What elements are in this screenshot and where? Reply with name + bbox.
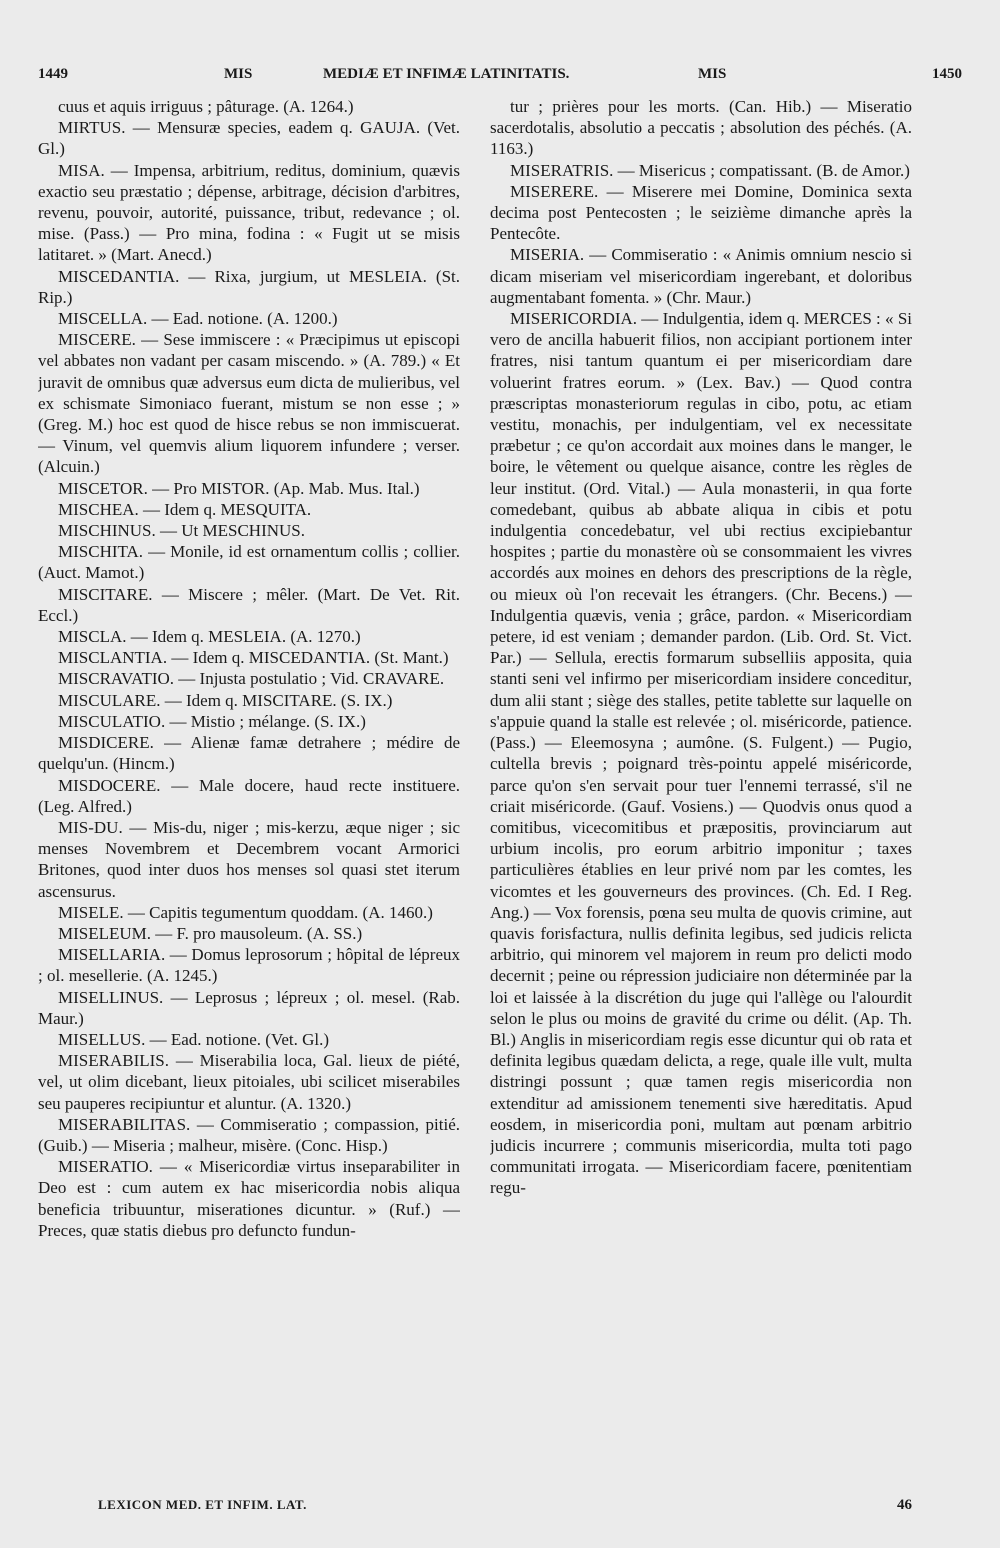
dictionary-entry: MISELEUM. — F. pro mausoleum. (A. SS.) bbox=[58, 923, 363, 943]
dictionary-entry: MISERABILITAS. — Commiseratio ; compassion, pitié. (Guib.) — Miseria ; malheur, misère. (Conc. Hisp.) bbox=[38, 1114, 460, 1155]
dictionary-entry: MISCELLA. — Ead. notione. (A. 1200.) bbox=[58, 309, 338, 329]
dictionary-entry: MISA. — Impensa, arbitrium, reditus, dominium, quævis exactio seu præstatio ; dépense, arbitrage, décision d'arbitres, revenu, pouvoir, autorité, puissance, tribut, redevance ; ol. mise. (Pass.) — Pro mina, fodina : « Fugit ut se misis latitaret. » (Mart. Anecd.) bbox=[38, 160, 460, 265]
right-page-number: 1450 bbox=[932, 66, 962, 82]
dictionary-entry: MISCETOR. — Pro MISTOR. (Ap. Mab. Mus. Ital.) bbox=[58, 478, 420, 498]
dictionary-entry: MISDICERE. — Alienæ famæ detrahere ; médire de quelqu'un. (Hincm.) bbox=[38, 733, 460, 774]
dictionary-entry: MISCEDANTIA. — Rixa, jurgium, ut MESLEIA. (St. Rip.) bbox=[38, 266, 460, 307]
dictionary-entry: MISCRAVATIO. — Injusta postulatio ; Vid. CRAVARE. bbox=[58, 669, 445, 689]
dictionary-entry: MISCHITA. — Monile, id est ornamentum collis ; collier. (Auct. Mamot.) bbox=[38, 542, 460, 583]
right-column bbox=[490, 96, 912, 1491]
running-title: MEDIÆ ET INFIMÆ LATINITATIS. bbox=[323, 66, 570, 82]
right-guide-word: MIS bbox=[698, 66, 727, 82]
dictionary-entry: MISERATIO. — « Misericordiæ virtus inseparabiliter in Deo est : cum autem ex hac misericordia nobis aliqua beneficia tribuuntur, miserationes dicuntur. » (Ruf.) — Preces, quæ statis diebus pro defuncto fundun- bbox=[38, 1157, 460, 1240]
dictionary-entry: MISCERE. — Sese immiscere : « Præcipimus ut episcopi vel abbates non vadant per casam miscendo. » (A. 789.) « Et juravit de omnibus quæ adversus eum dicta de mulieribus, vel ex schismate Simoniaco fuerant, mistum se non esse ; » (Greg. M.) hoc est quod de hisce rebus se non immiscuerat. — Vinum, vel quemvis alium liquorem infundere ; verser. (Alcuin.) bbox=[38, 330, 460, 477]
dictionary-entry: MISELLUS. — Ead. notione. (Vet. Gl.) bbox=[58, 1029, 330, 1049]
dictionary-entry: MISELLINUS. — Leprosus ; lépreux ; ol. mesel. (Rab. Maur.) bbox=[38, 987, 460, 1028]
page-footer bbox=[38, 1497, 962, 1521]
dictionary-entry: tur ; prières pour les morts. (Can. Hib.) — Miseratio sacerdotalis, absolutio a peccatis ; absolution des péchés. (A. 1163.) bbox=[490, 97, 912, 159]
dictionary-entry: MISELLARIA. — Domus leprosorum ; hôpital de lépreux ; ol. mesellerie. (A. 1245.) bbox=[38, 945, 460, 986]
dictionary-entry: MISERERE. — Miserere mei Domine, Dominica sexta decima post Pentecosten ; le seizième dimanche après la Pentecôte. bbox=[490, 181, 912, 244]
dictionary-entry: MISCLA. — Idem q. MESLEIA. (A. 1270.) bbox=[58, 627, 361, 647]
dictionary-entry: MISCULARE. — Idem q. MISCITARE. (S. IX.) bbox=[58, 690, 393, 710]
dictionary-entry: cuus et aquis irriguus ; pâturage. (A. 1264.) bbox=[58, 97, 354, 116]
left-guide-word: MIS bbox=[224, 66, 253, 82]
dictionary-entry: MISERATRIS. — Misericus ; compatissant. (B. de Amor.) bbox=[510, 160, 910, 180]
dictionary-entry: MISELE. — Capitis tegumentum quoddam. (A. 1460.) bbox=[58, 902, 433, 922]
dictionary-entry: MIRTUS. — Mensuræ species, eadem q. GAUJA. (Vet. Gl.) bbox=[38, 118, 460, 159]
dictionary-entry: MISERABILIS. — Miserabilia loca, Gal. lieux de piété, vel, ut olim dicebant, lieux pitoiales, ubi scilicet miserabiles seu pauperes recipiuntur et aluntur. (A. 1320.) bbox=[38, 1051, 460, 1113]
running-header bbox=[38, 66, 962, 90]
left-page-number: 1449 bbox=[38, 66, 68, 82]
dictionary-entry: MISCLANTIA. — Idem q. MISCEDANTIA. (St. Mant.) bbox=[58, 648, 449, 668]
dictionary-entry: MISCHEA. — Idem q. MESQUITA. bbox=[58, 499, 312, 519]
left-column bbox=[38, 96, 460, 1491]
dictionary-entry: MIS-DU. — Mis-du, niger ; mis-kerzu, æque niger ; sic menses Novembrem et Decembrem vocant Armorici Britones, quod inter duos hos menses sol quasi stet iterum ascensurus. bbox=[38, 817, 460, 901]
dictionary-entry: MISDOCERE. — Male docere, haud recte instituere. (Leg. Alfred.) bbox=[38, 775, 460, 816]
dictionary-entry: MISCULATIO. — Mistio ; mélange. (S. IX.) bbox=[58, 711, 366, 731]
dictionary-entry: MISERIA. — Commiseratio : « Animis omnium nescio si dicam miseriam vel misericordiam ingerebant, et doloribus augmentabant fomenta. » (Chr. Maur.) bbox=[490, 245, 912, 307]
dictionary-entry: MISCITARE. — Miscere ; mêler. (Mart. De Vet. Rit. Eccl.) bbox=[38, 584, 460, 625]
footer-sheet-number: 46 bbox=[897, 1497, 912, 1513]
dictionary-entry: MISCHINUS. — Ut MESCHINUS. bbox=[58, 521, 306, 541]
footer-signature: LEXICON MED. ET INFIM. LAT. bbox=[98, 1497, 307, 1512]
dictionary-entry: MISERICORDIA. — Indulgentia, idem q. MERCES : « Si vero de ancilla habuerit filios, non accipiant portionem inter fratres, nisi tantum quantum ei per misericordiam dare voluerint fratres eorum. » (Lex. Bav.) — Quod contra præscriptas monasteriorum regulas in cibo, potu, ac etiam vestitu, monachis, per indulgentiam, vel ex necessitate præbetur ; ce qu'on accordait aux moines dans le manger, le boire, le vêtement ou quelque aisance, contre les règles de leur institut. (Ord. Vital.) — Aula monasterii, in qua forte comedebant, quibus ab abbate aliqua in cibis et potu indulgentia concedebatur, vel ubi rectius excipiebantur hospites ; partie du monastère où se consommaient les vivres accordés aux moines en dehors des prescriptions de la règle, ou mieux où l'on recevait les étrangers. (Chr. Becens.) — Indulgentia quævis, venia ; grâce, pardon. « Misericordiam petere, id est veniam ; demander pardon. (Lib. Ord. St. Vict. Par.) — Sellula, erectis formarum subselliis apposita, quia stanti seni vel infirmo per misericordiam insidere conceditur, dum alii stant ; siège des stalles, petite tablette sur laquelle on s'appuie quand la stalle est relevée ; ol. miséricorde, patience. (Pass.) — Eleemosyna ; aumône. (S. Fulgent.) — Pugio, cultella brevis ; poignard très-pointu appelé miséricorde, parce qu'on s'en servait pour tuer l'ennemi terrassé, s'il ne criait miséricorde. (Gauf. Vosiens.) — Quodvis onus quod a comitibus, vicecomitibus et præpositis, provinciarum aut urbium incolis, pro eorum arbitrio imponitur ; taxes particulières établies en leur privé nom par les comtes, les vicomtes et les gouverneurs des provinces. (Ch. Ed. I Reg. Ang.) — Vox forensis, pœna seu multa de quovis crimine, aut quavis forisfactura, nullis definita legibus, sed judicis relicta arbitrio, qui minorem vel majorem in reum pro delicti modo decernit ; peine ou répression judiciaire non déterminée par la loi et laissée à la discrétion du juge qui l'allège ou l'alourdit selon le plus ou moins de gravité du crime ou délit. (Ap. Th. Bl.) Anglis in misericordiam regis esse dicuntur qui ob rata et definita legibus quædam delicta, a rege, quale ille vult, multa distringi possunt ; quæ tamen regis misericordia non extenditur ad amissionem tenementi sive hæreditatis. Apud eosdem, in misericordia poni, multam aut pœnam arbitrio judicis incurrere ; communis misericordia, multa toti pago communitati irrogata. — Misericordiam facere, pœnitentiam regu- bbox=[490, 309, 912, 1198]
